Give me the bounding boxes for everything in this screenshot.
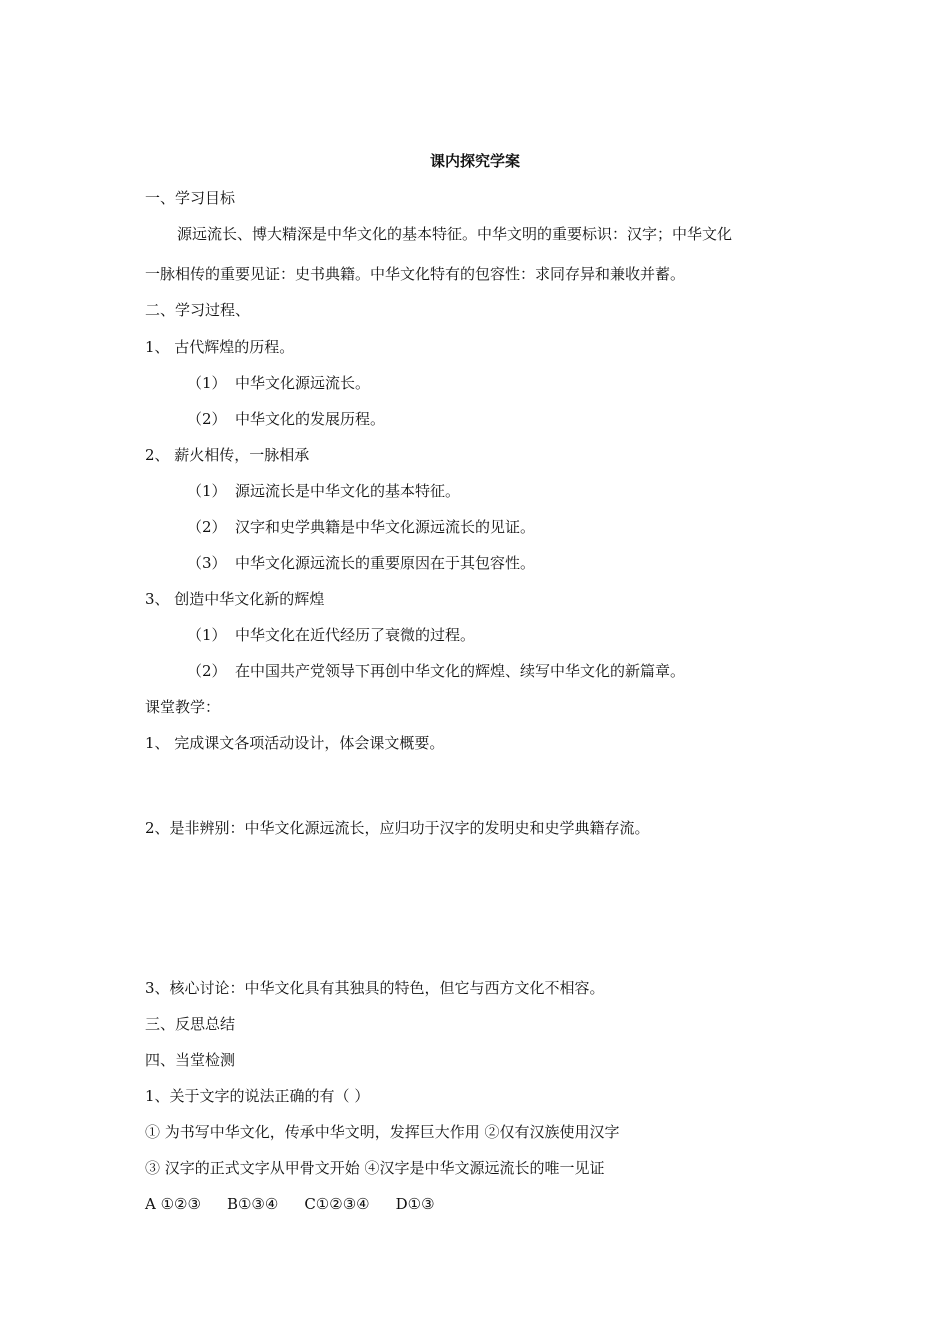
section-heading-process: 二、学习过程、 bbox=[145, 301, 251, 319]
process-item-3-sub-2 bbox=[187, 661, 685, 681]
section-heading-reflection: 三、反思总结 bbox=[145, 1015, 236, 1033]
sub-number: （1） bbox=[187, 374, 227, 392]
process-item-1: 1、 古代辉煌的历程。 bbox=[145, 338, 295, 356]
sub-number: （2） bbox=[187, 662, 227, 680]
classroom-question-3: 3、核心讨论：中华文化具有其独具的特色，但它与西方文化不相容。 bbox=[145, 979, 605, 997]
option-d: D①③ bbox=[395, 1195, 435, 1213]
sub-text: 中华文化的发展历程。 bbox=[235, 410, 386, 428]
sub-number: （1） bbox=[187, 626, 227, 644]
check-answer-options bbox=[145, 1194, 461, 1214]
check-statements-line-2: ③ 汉字的正式文字从甲骨文开始 ④汉字是中华文源远流长的唯一见证 bbox=[145, 1159, 605, 1177]
classroom-question-2: 2、是非辨别：中华文化源远流长，应归功于汉字的发明史和史学典籍存流。 bbox=[145, 819, 650, 837]
process-item-2-sub-3 bbox=[187, 553, 535, 573]
sub-number: （3） bbox=[187, 554, 227, 572]
sub-text: 中华文化在近代经历了衰微的过程。 bbox=[235, 626, 476, 644]
check-question-1: 1、关于文字的说法正确的有（ ） bbox=[145, 1087, 370, 1105]
process-item-2: 2、 薪火相传，一脉相承 bbox=[145, 446, 310, 464]
process-item-3: 3、 创造中华文化新的辉煌 bbox=[145, 590, 325, 608]
sub-text: 汉字和史学典籍是中华文化源远流长的见证。 bbox=[235, 518, 536, 536]
option-c: C①②③④ bbox=[304, 1195, 370, 1213]
option-b: B①③④ bbox=[226, 1195, 279, 1213]
process-item-2-sub-2 bbox=[187, 517, 535, 537]
sub-text: 中华文化源远流长的重要原因在于其包容性。 bbox=[235, 554, 536, 572]
process-item-1-sub-2 bbox=[187, 409, 385, 429]
section-heading-classroom: 课堂教学： bbox=[145, 698, 221, 716]
sub-text: 在中国共产党领导下再创中华文化的辉煌、续写中华文化的新篇章。 bbox=[235, 662, 686, 680]
sub-number: （2） bbox=[187, 410, 227, 428]
section-heading-check: 四、当堂检测 bbox=[145, 1051, 236, 1069]
classroom-question-1: 1、 完成课文各项活动设计，体会课文概要。 bbox=[145, 734, 445, 752]
sub-text: 中华文化源远流长。 bbox=[235, 374, 371, 392]
process-item-3-sub-1 bbox=[187, 625, 475, 645]
sub-number: （2） bbox=[187, 518, 227, 536]
sub-text: 源远流长是中华文化的基本特征。 bbox=[235, 482, 461, 500]
document-title: 课内探究学案 bbox=[429, 152, 520, 170]
goals-paragraph-line-2: 一脉相传的重要见证：史书典籍。中华文化特有的包容性：求同存异和兼收并蓄。 bbox=[145, 265, 686, 283]
process-item-2-sub-1 bbox=[187, 481, 460, 501]
check-statements-line-1: ① 为书写中华文化，传承中华文明，发挥巨大作用 ②仅有汉族使用汉字 bbox=[145, 1123, 620, 1141]
goals-paragraph-line-1: 源远流长、博大精深是中华文化的基本特征。中华文明的重要标识：汉字；中华文化 bbox=[177, 225, 733, 243]
process-item-1-sub-1 bbox=[187, 373, 370, 393]
section-heading-goals: 一、学习目标 bbox=[145, 189, 236, 207]
option-a: A ①②③ bbox=[145, 1195, 201, 1213]
sub-number: （1） bbox=[187, 482, 227, 500]
